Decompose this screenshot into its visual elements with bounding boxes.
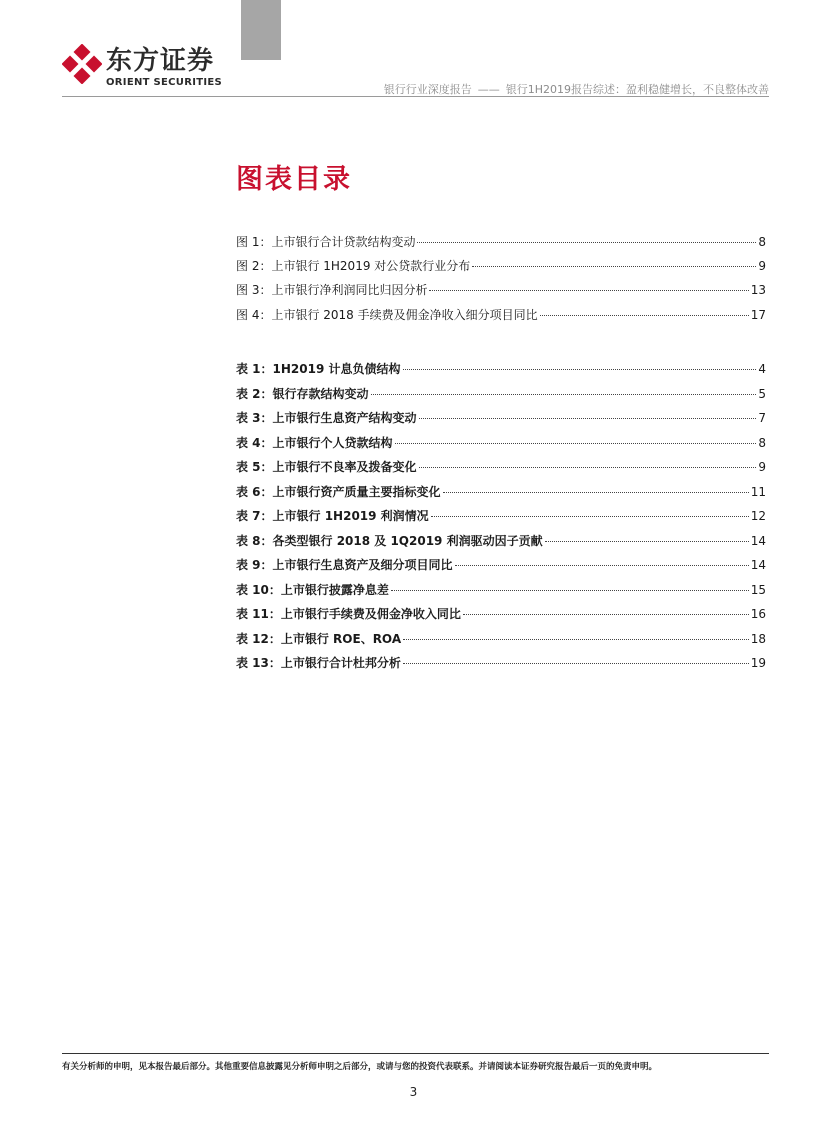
toc-entry-table[interactable] xyxy=(236,655,766,671)
report-type: 银行行业深度报告 xyxy=(383,83,472,96)
toc-dot-leader xyxy=(463,614,749,615)
header-separator: —— xyxy=(477,83,500,96)
report-title: 银行1H2019报告综述：盈利稳健增长，不良整体改善 xyxy=(505,83,769,96)
toc-entry-table[interactable] xyxy=(236,606,766,622)
toc-dot-leader xyxy=(403,369,757,370)
toc-entry-table[interactable] xyxy=(236,533,766,549)
footer-rule xyxy=(62,1053,769,1054)
toc-entry-table[interactable] xyxy=(236,459,766,475)
toc-entry-label: 表 10：上市银行披露净息差 xyxy=(236,582,389,597)
toc-entry-page: 19 xyxy=(750,656,766,670)
toc-entry-page: 11 xyxy=(750,484,766,499)
toc-entry-page: 9 xyxy=(758,259,766,273)
toc-entry-page: 8 xyxy=(758,235,766,249)
toc-entry-page: 16 xyxy=(750,607,766,621)
toc-entry-page: 9 xyxy=(758,460,766,474)
toc-entry-page: 13 xyxy=(750,283,766,297)
toc-entry-table[interactable] xyxy=(236,386,766,402)
toc-entry-label: 表 9：上市银行生息资产及细分项目同比 xyxy=(236,558,453,572)
toc-entry-label: 图 4：上市银行 2018 手续费及佣金净收入细分项目同比 xyxy=(236,308,538,322)
toc-entry-page: 14 xyxy=(750,533,766,548)
toc-entry-page: 4 xyxy=(758,362,766,376)
toc-dot-leader xyxy=(403,639,749,640)
toc-entry-label: 表 5：上市银行不良率及拨备变化 xyxy=(236,460,417,474)
toc-entry-figure[interactable] xyxy=(236,282,766,298)
toc-entry-page: 12 xyxy=(750,509,766,523)
toc-dot-leader xyxy=(472,266,756,267)
toc-entry-page: 5 xyxy=(758,386,766,401)
toc-entry-label: 表 7：上市银行 1H2019 利润情况 xyxy=(236,509,429,523)
toc-entry-page: 15 xyxy=(750,582,766,597)
brand-name-en: ORIENT SECURITIES xyxy=(106,77,223,88)
toc-dot-leader xyxy=(403,663,749,664)
toc-dot-leader xyxy=(431,516,749,517)
toc-title: 图表目录 xyxy=(236,164,352,195)
toc-entry-label: 表 13：上市银行合计杜邦分析 xyxy=(236,656,401,670)
toc-entry-table[interactable] xyxy=(236,508,766,524)
toc-entry-table[interactable] xyxy=(236,582,766,598)
toc-dot-leader xyxy=(417,242,756,243)
toc-entry-label: 表 8：各类型银行 2018 及 1Q2019 利润驱动因子贡献 xyxy=(236,533,543,548)
toc-entry-label: 图 2：上市银行 1H2019 对公贷款行业分布 xyxy=(236,259,471,273)
toc-dot-leader xyxy=(540,315,749,316)
toc-entry-label: 表 2：银行存款结构变动 xyxy=(236,386,369,401)
page-number: 3 xyxy=(409,1085,418,1099)
orient-securities-logo-icon xyxy=(62,44,102,84)
toc-dot-leader xyxy=(419,467,757,468)
toc-dot-leader xyxy=(545,541,749,542)
toc-entry-table[interactable] xyxy=(236,410,766,426)
running-header xyxy=(384,81,769,97)
toc-dot-leader xyxy=(455,565,749,566)
toc-entry-figure[interactable] xyxy=(236,307,766,323)
toc-entry-label: 表 11：上市银行手续费及佣金净收入同比 xyxy=(236,607,461,621)
toc-entry-figure[interactable] xyxy=(236,234,766,250)
brand-name-cn: 东方证券 xyxy=(106,46,215,76)
toc-entry-table[interactable] xyxy=(236,435,766,451)
header-gray-tab xyxy=(241,0,281,60)
toc-entry-table[interactable] xyxy=(236,557,766,573)
toc-entry-page: 17 xyxy=(750,308,766,322)
toc-dot-leader xyxy=(391,590,749,591)
toc-entry-page: 7 xyxy=(758,411,766,425)
toc-dot-leader xyxy=(419,418,757,419)
toc-dot-leader xyxy=(395,443,757,444)
toc-entry-table[interactable] xyxy=(236,484,766,500)
toc-entry-table[interactable] xyxy=(236,361,766,377)
toc-entry-page: 8 xyxy=(758,435,766,450)
toc-entry-figure[interactable] xyxy=(236,258,766,274)
toc-entry-label: 表 3：上市银行生息资产结构变动 xyxy=(236,411,417,425)
toc-entry-label: 表 1：1H2019 计息负债结构 xyxy=(236,362,401,376)
toc-entry-table[interactable] xyxy=(236,631,766,647)
toc-entry-label: 表 6：上市银行资产质量主要指标变化 xyxy=(236,484,441,499)
toc-entry-label: 图 1：上市银行合计贷款结构变动 xyxy=(236,235,416,249)
toc-entry-page: 14 xyxy=(750,558,766,572)
toc-entry-label: 图 3：上市银行净利润同比归因分析 xyxy=(236,283,428,297)
toc-entry-page: 18 xyxy=(750,631,766,646)
toc-dot-leader xyxy=(443,492,749,493)
header-rule xyxy=(62,96,769,97)
toc-entry-label: 表 4：上市银行个人贷款结构 xyxy=(236,435,393,450)
toc-dot-leader xyxy=(371,394,757,395)
toc-dot-leader xyxy=(429,290,748,291)
toc-entry-label: 表 12：上市银行 ROE、ROA xyxy=(236,631,402,646)
footer-disclaimer: 有关分析师的申明，见本报告最后部分。其他重要信息披露见分析师申明之后部分，或请与您的投资代表联系。并请阅读本证券研究报告最后一页的免责申明。 xyxy=(62,1062,658,1072)
